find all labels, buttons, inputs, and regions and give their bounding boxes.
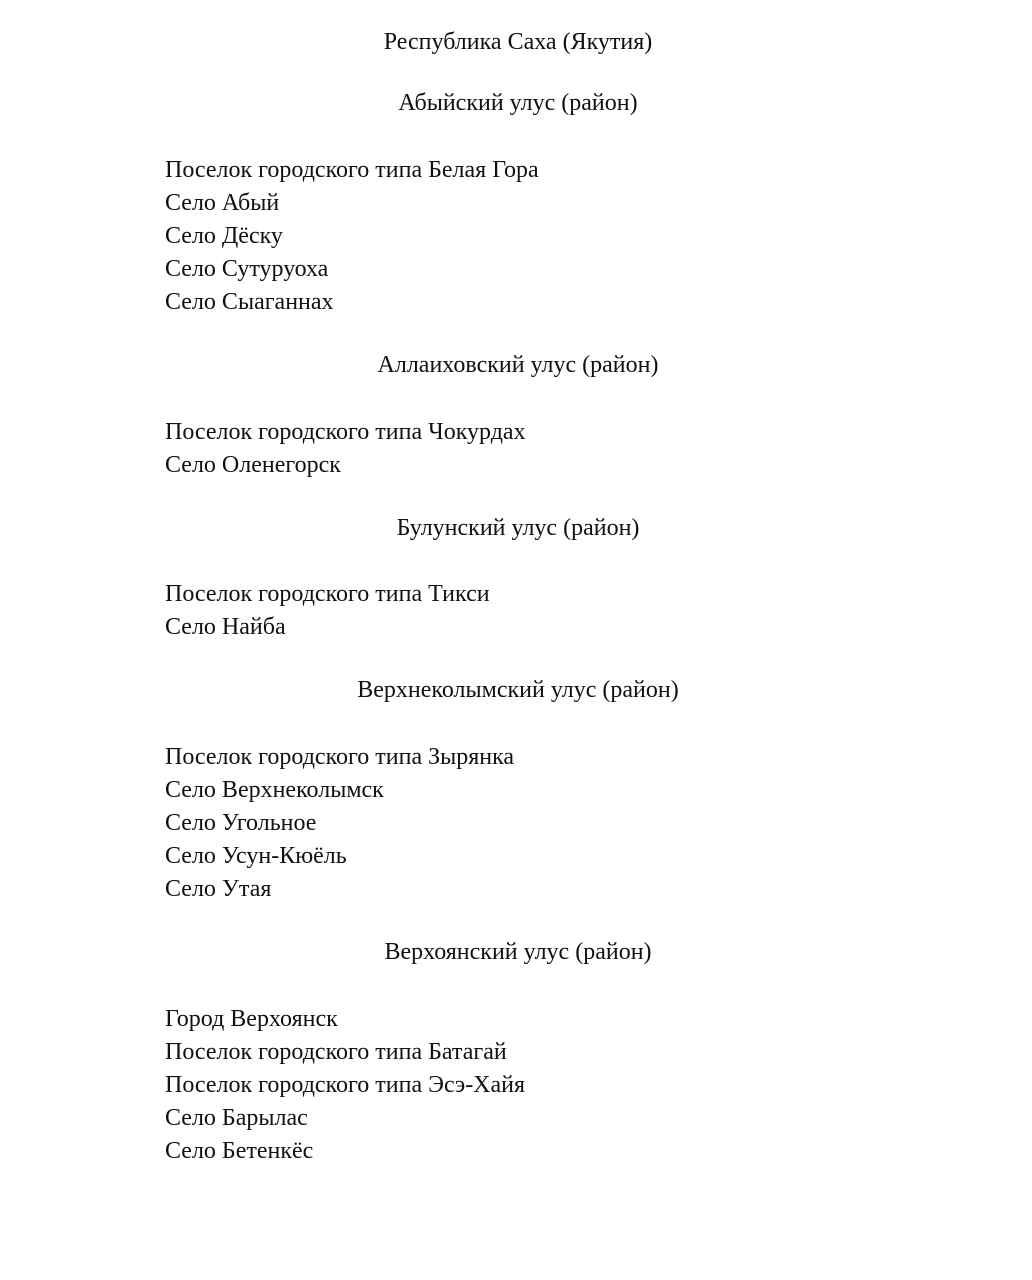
list-item: Поселок городского типа Тикси bbox=[165, 581, 490, 607]
section-heading-abyisky: Абыйский улус (район) bbox=[398, 90, 638, 116]
list-item: Село Верхнеколымск bbox=[165, 777, 384, 803]
list-item: Город Верхоянск bbox=[165, 1006, 338, 1032]
list-item: Поселок городского типа Чокурдах bbox=[165, 419, 526, 445]
list-item: Село Бетенкёс bbox=[165, 1138, 314, 1164]
list-item: Поселок городского типа Батагай bbox=[165, 1039, 507, 1065]
section-heading-allaikhovsky: Аллаиховский улус (район) bbox=[377, 352, 659, 378]
list-item: Село Оленегорск bbox=[165, 452, 341, 478]
section-heading-verkhoyansky: Верхоянский улус (район) bbox=[384, 939, 652, 965]
list-item: Село Дёску bbox=[165, 223, 283, 249]
list-item: Село Барылас bbox=[165, 1105, 308, 1131]
settlement-list-abyisky bbox=[165, 156, 539, 321]
section-heading-verkhnekolymsky: Верхнеколымский улус (район) bbox=[357, 677, 679, 703]
settlement-list-verkhnekolymsky bbox=[165, 743, 514, 908]
list-item: Поселок городского типа Зырянка bbox=[165, 744, 515, 770]
list-item: Село Сутуруоха bbox=[165, 256, 329, 282]
list-item: Село Найба bbox=[165, 614, 286, 640]
list-item: Поселок городского типа Эсэ-Хайя bbox=[165, 1072, 526, 1098]
list-item: Село Сыаганнах bbox=[165, 289, 334, 315]
list-item: Поселок городского типа Белая Гора bbox=[165, 157, 539, 183]
document-title: Республика Саха (Якутия) bbox=[383, 29, 653, 55]
settlement-list-verkhoyansky bbox=[165, 1005, 525, 1170]
list-item: Село Усун-Кюёль bbox=[165, 843, 347, 869]
settlement-list-allaikhovsky bbox=[165, 418, 526, 484]
settlement-list-bulunsky bbox=[165, 580, 490, 646]
list-item: Село Угольное bbox=[165, 810, 317, 836]
list-item: Село Утая bbox=[165, 876, 272, 902]
list-item: Село Абый bbox=[165, 190, 280, 216]
section-heading-bulunsky: Булунский улус (район) bbox=[396, 515, 640, 541]
